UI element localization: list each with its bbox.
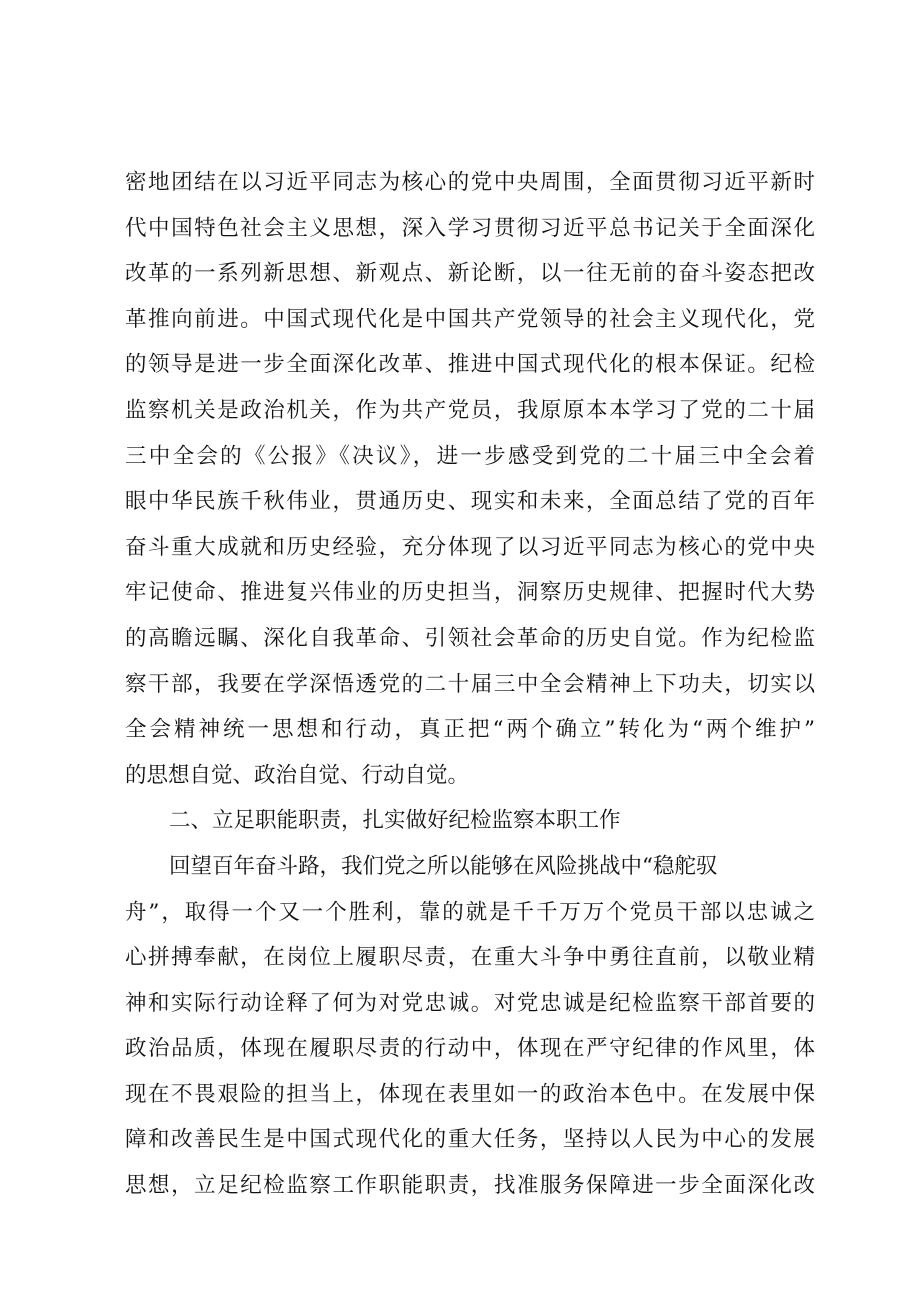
paragraph-line: 思想，立足纪检监察工作职能职责，找准服务保障进一步全面深化改 (125, 1173, 815, 1199)
paragraph-line: 障和改善民生是中国式现代化的重大任务，坚持以人民为中心的发展 (125, 1127, 815, 1153)
paragraph-line: 察干部，我要在学深悟透党的二十届三中全会精神上下功夫，切实以 (125, 671, 815, 697)
document-body (125, 160, 815, 1209)
paragraph-line: 的高瞻远瞩、深化自我革命、引领社会革命的历史自觉。作为纪检监 (125, 625, 815, 651)
paragraph-line: 现在不畏艰险的担当上，体现在表里如一的政治本色中。在发展中保 (125, 1081, 815, 1107)
paragraph-line: 革推向前进。中国式现代化是中国共产党领导的社会主义现代化，党 (125, 306, 815, 332)
paragraph-line: 密地团结在以习近平同志为核心的党中央周围，全面贯彻习近平新时 (125, 170, 815, 195)
paragraph-line: 政治品质，体现在履职尽责的行动中，体现在严守纪律的作风里，体 (125, 1036, 815, 1062)
paragraph-line: 的领导是进一步全面深化改革、推进中国式现代化的根本保证。纪检 (125, 352, 815, 378)
paragraph-line: 心拼搏奉献，在岗位上履职尽责，在重大斗争中勇往直前，以敬业精 (125, 945, 815, 971)
paragraph-first-line: 回望百年奋斗路，我们党之所以能够在风险挑战中“稳舵驭 (169, 853, 718, 879)
paragraph-line: 舟”，取得一个又一个胜利，靠的就是千千万万个党员干部以忠诚之 (125, 899, 815, 925)
section-heading: 二、立足职能职责，扎实做好纪检监察本职工作 (169, 808, 621, 834)
paragraph-line: 牢记使命、推进复兴伟业的历史担当，洞察历史规律、把握时代大势 (125, 580, 815, 606)
paragraph-line: 的思想自觉、政治自觉、行动自觉。 (125, 762, 470, 788)
paragraph-line: 监察机关是政治机关，作为共产党员，我原原本本学习了党的二十届 (125, 397, 815, 423)
paragraph-line: 三中全会的《公报》《决议》，进一步感受到党的二十届三中全会着 (125, 443, 815, 469)
paragraph-line: 全会精神统一思想和行动，真正把“两个确立”转化为“两个维护” (125, 717, 815, 743)
paragraph-line: 奋斗重大成就和历史经验，充分体现了以习近平同志为核心的党中央 (125, 534, 815, 560)
paragraph-line: 代中国特色社会主义思想，深入学习贯彻习近平总书记关于全面深化 (125, 215, 815, 241)
paragraph-line: 改革的一系列新思想、新观点、新论断，以一往无前的奋斗姿态把改 (125, 261, 815, 287)
paragraph-line: 眼中华民族千秋伟业，贯通历史、现实和未来，全面总结了党的百年 (125, 489, 815, 515)
paragraph-line: 神和实际行动诠释了何为对党忠诚。对党忠诚是纪检监察干部首要的 (125, 990, 815, 1016)
